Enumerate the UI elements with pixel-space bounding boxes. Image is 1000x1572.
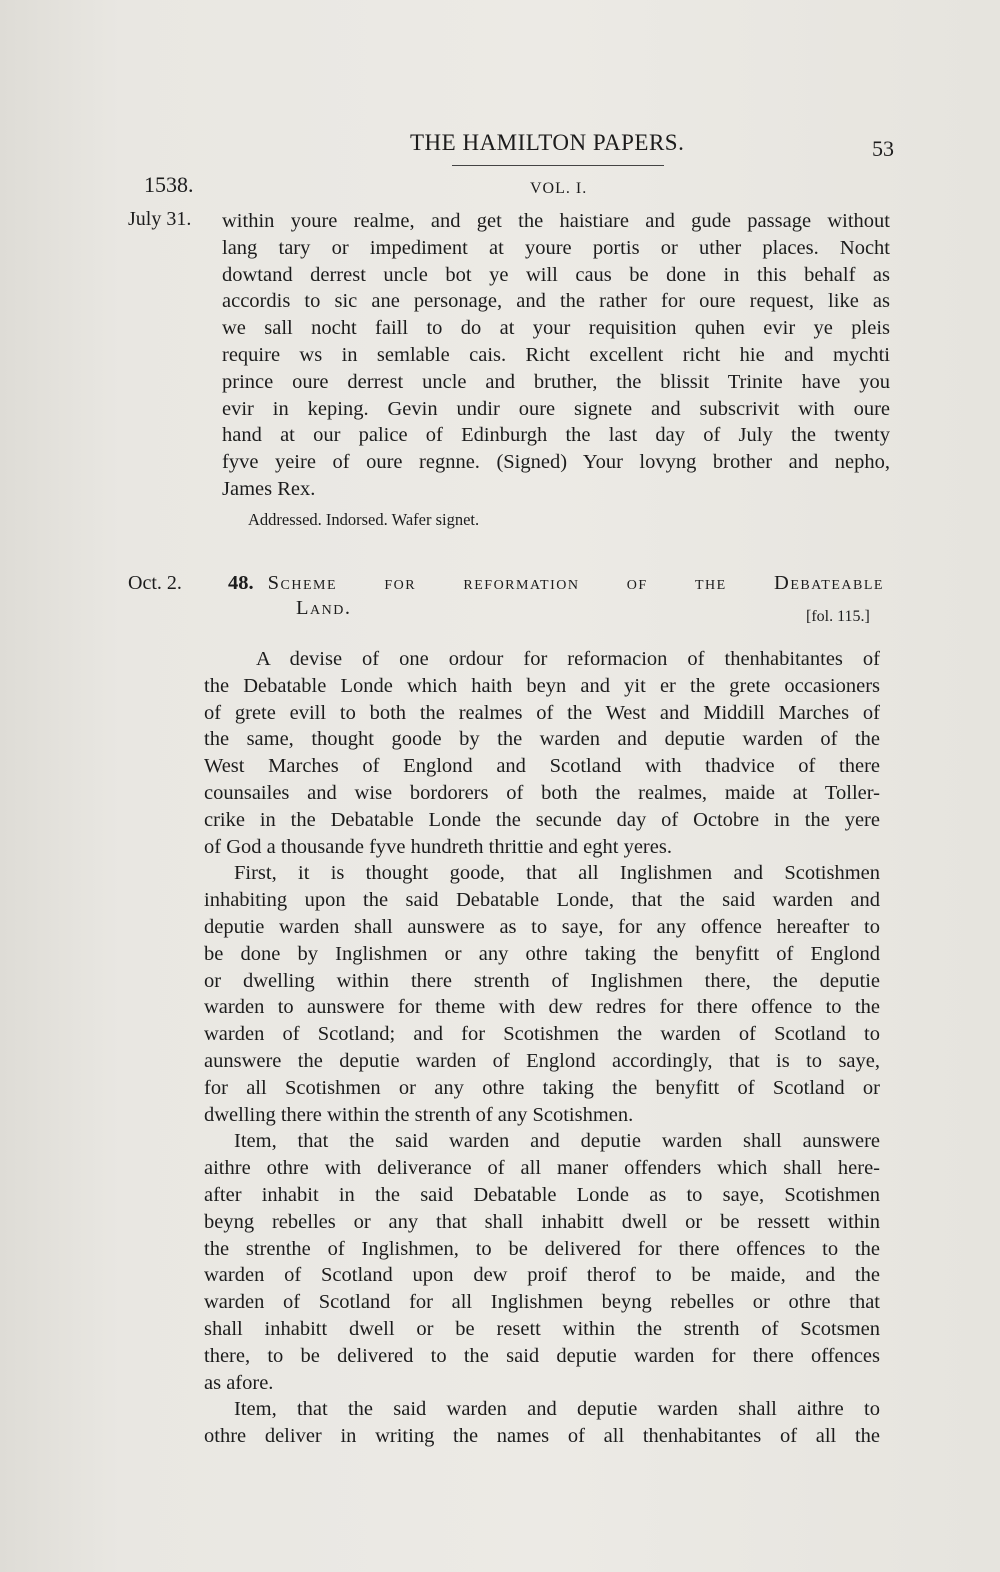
heading-word: Scheme bbox=[267, 572, 338, 594]
text-line: inhabiting upon the said Debatable Londe, that the said warden and bbox=[204, 889, 880, 912]
text-line: after inhabit in the said Debatable Londe as to saye, Scotishmen bbox=[204, 1183, 880, 1206]
heading-word: Land. bbox=[296, 597, 352, 619]
text-line: prince oure derrest uncle and bruther, the blissit Trinite have you bbox=[222, 370, 890, 393]
folio-reference: [fol. 115.] bbox=[806, 608, 870, 625]
text-line: accordis to sic ane personage, and the rather for oure request, like as bbox=[222, 290, 890, 313]
entry-48-date: Oct. 2. bbox=[128, 572, 182, 594]
text-line: we sall nocht faill to do at your requisition quhen evir ye pleis bbox=[222, 317, 890, 340]
text-line: warden of Scotland; and for Scotishmen the warden of Scotland to bbox=[204, 1023, 880, 1046]
heading-word: of bbox=[626, 572, 648, 594]
text-line: require ws in semlable cais. Richt excellent richt hie and mychti bbox=[222, 343, 890, 366]
heading-word: for bbox=[384, 572, 417, 594]
heading-word: reformation bbox=[463, 572, 580, 594]
text-line: or dwelling within there strenth of Inglishmen there, the deputie bbox=[204, 969, 880, 992]
heading-line-2 bbox=[228, 597, 884, 620]
text-line: othre deliver in writing the names of all thenhabitantes of all the bbox=[204, 1425, 880, 1448]
text-line: aunswere the deputie warden of Englond accordingly, that is to saye, bbox=[204, 1049, 880, 1072]
text-line: dowtand derrest uncle bot ye will caus be done in this behalf as bbox=[222, 263, 890, 286]
text-line: of grete evill to both the realmes of the West and Middill Marches of bbox=[204, 701, 880, 724]
text-line: beyng rebelles or any that shall inhabitt dwell or be ressett within bbox=[204, 1210, 880, 1233]
text-line: counsailes and wise bordorers of both the realmes, maide at Toller- bbox=[204, 781, 880, 804]
addressed-note: Addressed. Indorsed. Wafer signet. bbox=[248, 510, 480, 529]
text-line: crike in the Debatable Londe the secunde day of Octobre in the yere bbox=[204, 808, 880, 831]
text-line: fyve yeire of oure regnne. (Signed) Your lovyng brother and nepho, bbox=[222, 451, 890, 474]
text-line: the Debatable Londe which haith beyn and yit er the grete occasioners bbox=[204, 674, 880, 697]
text-line: of God a thousande fyve hundreth thrittie and eght yeres. bbox=[204, 835, 672, 858]
document-heading bbox=[228, 572, 884, 620]
text-line: lang tary or impediment at youre portis or uther places. Nocht bbox=[222, 236, 890, 259]
paragraph bbox=[204, 646, 880, 860]
text-line: the strenthe of Inglishmen, to be delivered for there offences to the bbox=[204, 1237, 880, 1260]
running-title: THE HAMILTON PAPERS. bbox=[410, 130, 685, 155]
text-line: Item, that the said warden and deputie warden shall aithre to bbox=[234, 1398, 880, 1421]
text-line: warden of Scotland upon dew proif therof to be maide, and the bbox=[204, 1264, 880, 1287]
document-number: 48. bbox=[228, 572, 254, 594]
text-line: evir in keping. Gevin undir oure signete and subscrivit with oure bbox=[222, 397, 890, 420]
margin-year: 1538. bbox=[144, 172, 194, 197]
text-line: there, to be delivered to the said deputie warden for there offences bbox=[204, 1344, 880, 1367]
paragraph bbox=[204, 1128, 880, 1396]
text-line: warden of Scotland for all Inglishmen beyng rebelles or othre that bbox=[204, 1291, 880, 1314]
entry-48-body bbox=[204, 646, 880, 1450]
volume-label: VOL. I. bbox=[530, 180, 588, 197]
page-number: 53 bbox=[872, 136, 894, 161]
text-line: James Rex. bbox=[222, 477, 316, 500]
heading-word: the bbox=[695, 572, 727, 594]
text-line: for all Scotishmen or any othre taking the benyfitt of Scotland or bbox=[204, 1076, 880, 1099]
text-line: shall inhabitt dwell or be resett within the strenth of Scotsmen bbox=[204, 1317, 880, 1340]
text-line: as afore. bbox=[204, 1371, 274, 1394]
text-line: West Marches of Englond and Scotland with thadvice of there bbox=[204, 755, 880, 778]
entry-47-text bbox=[222, 208, 890, 503]
text-line: First, it is thought goode, that all Inglishmen and Scotishmen bbox=[234, 862, 880, 885]
paragraph bbox=[204, 1396, 880, 1450]
text-line: aithre othre with deliverance of all maner offenders which shall here- bbox=[204, 1157, 880, 1180]
text-line: A devise of one ordour for reformacion of thenhabitantes of bbox=[256, 648, 880, 670]
text-line: within youre realme, and get the haistiare and gude passage without bbox=[222, 210, 890, 232]
entry-47-date: July 31. bbox=[128, 208, 192, 230]
heading-line-1 bbox=[228, 572, 884, 595]
text-line: dwelling there within the strenth of any Scotishmen. bbox=[204, 1103, 634, 1126]
heading-word: Debateable bbox=[774, 572, 884, 594]
text-line: be done by Inglishmen or any othre taking the benyfitt of Englond bbox=[204, 942, 880, 965]
text-line: Item, that the said warden and deputie warden shall aunswere bbox=[234, 1130, 880, 1153]
title-rule bbox=[452, 165, 664, 166]
text-line: warden to aunswere for theme with dew redres for there offence to the bbox=[204, 996, 880, 1019]
text-line: deputie warden shall aunswere as to saye, for any offence hereafter to bbox=[204, 915, 880, 938]
text-line: hand at our palice of Edinburgh the last day of July the twenty bbox=[222, 424, 890, 447]
text-line: the same, thought goode by the warden and deputie warden of the bbox=[204, 728, 880, 751]
paragraph bbox=[204, 860, 880, 1128]
